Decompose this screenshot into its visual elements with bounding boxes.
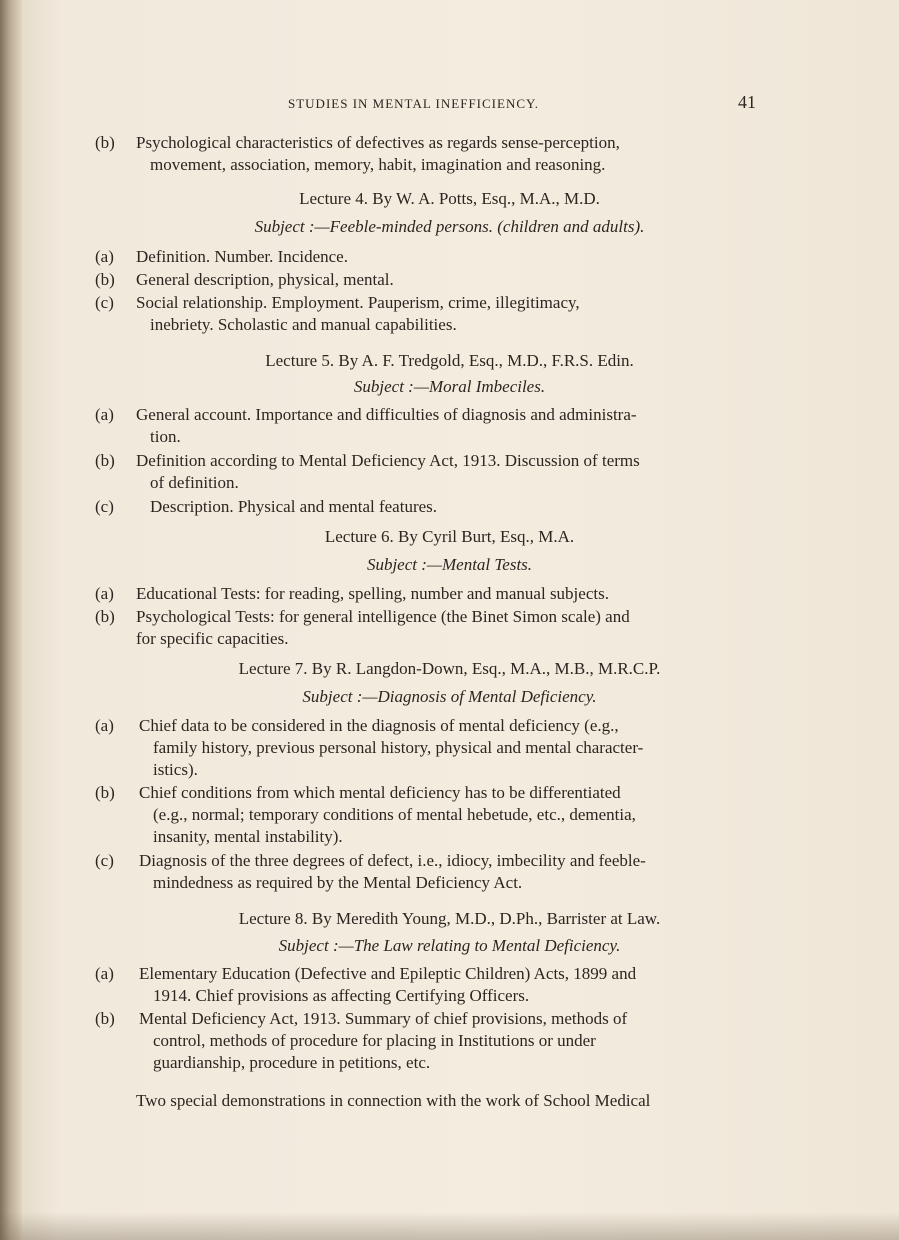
item-line: (e.g., normal; temporary conditions of mental hebetude, etc., dementia, (153, 805, 636, 824)
item-text (139, 963, 773, 1007)
item-label: (c) (95, 497, 114, 516)
running-title: STUDIES IN MENTAL INEFFICIENCY. (288, 96, 539, 111)
item-line: control, methods of procedure for placing in Institutions or under (153, 1031, 596, 1050)
item-label: (a) (95, 405, 114, 424)
item-line: family history, previous personal history, physical and mental character- (153, 738, 644, 757)
item-label: (a) (95, 247, 114, 266)
item-text (136, 269, 770, 291)
item-text (139, 1008, 773, 1074)
item-line: General description, physical, mental. (136, 270, 394, 289)
item-text (136, 404, 770, 448)
lecture-5-heading: Lecture 5. By A. F. Tredgold, Esq., M.D., F.R.S. Edin. (265, 351, 634, 370)
item-line: of definition. (150, 473, 239, 492)
lecture-8-subject: Subject :—The Law relating to Mental Deficiency. (278, 936, 621, 955)
item-text (136, 606, 770, 650)
item-line: 1914. Chief provisions as affecting Certifying Officers. (153, 986, 530, 1005)
item-label: (a) (95, 964, 114, 983)
item-label: (b) (95, 133, 115, 152)
item-label: (b) (95, 270, 115, 289)
item-line: Elementary Education (Defective and Epileptic Children) Acts, 1899 and (139, 964, 637, 983)
item-line: Definition according to Mental Deficiency Act, 1913. Discussion of terms (136, 451, 640, 470)
item-text (139, 782, 773, 848)
closing-paragraph: Two special demonstrations in connection with the work of School Medical (136, 1091, 651, 1110)
lecture-5-subject: Subject :—Moral Imbeciles. (353, 377, 546, 396)
item-line: movement, association, memory, habit, imagination and reasoning. (150, 155, 606, 174)
item-line: Definition. Number. Incidence. (136, 247, 348, 266)
item-line: Educational Tests: for reading, spelling, number and manual subjects. (136, 584, 609, 603)
item-line: Psychological characteristics of defectives as regards sense-perception, (136, 133, 620, 152)
item-line: Mental Deficiency Act, 1913. Summary of chief provisions, methods of (139, 1009, 628, 1028)
item-line: Diagnosis of the three degrees of defect, i.e., idiocy, imbecility and feeble- (139, 851, 646, 870)
item-text (139, 715, 773, 781)
item-label: (b) (95, 1009, 115, 1028)
lecture-6-heading: Lecture 6. By Cyril Burt, Esq., M.A. (324, 527, 575, 546)
item-line: mindedness as required by the Mental Deficiency Act. (153, 873, 523, 892)
item-label: (b) (95, 783, 115, 802)
page-number: 41 (738, 92, 756, 112)
item-text (136, 496, 770, 518)
item-label: (a) (95, 584, 114, 603)
item-line: Description. Physical and mental features. (150, 497, 438, 516)
item-line: Psychological Tests: for general intelligence (the Binet Simon scale) and (136, 607, 630, 626)
item-text (136, 583, 770, 605)
item-label: (b) (95, 607, 115, 626)
item-label: (c) (95, 293, 114, 312)
item-label: (a) (95, 716, 114, 735)
item-line: tion. (150, 427, 181, 446)
item-label: (c) (95, 851, 114, 870)
item-label: (b) (95, 451, 115, 470)
item-text (139, 850, 773, 894)
item-line: Chief data to be considered in the diagnosis of mental deficiency (e.g., (139, 716, 619, 735)
item-line: istics). (153, 760, 198, 779)
lecture-7-heading: Lecture 7. By R. Langdon-Down, Esq., M.A., M.B., M.R.C.P. (238, 659, 661, 678)
lecture-4-heading: Lecture 4. By W. A. Potts, Esq., M.A., M.D. (299, 189, 600, 208)
lecture-8-heading: Lecture 8. By Meredith Young, M.D., D.Ph., Barrister at Law. (238, 909, 661, 928)
item-text (136, 246, 770, 268)
item-line: Social relationship. Employment. Pauperism, crime, illegitimacy, (136, 293, 580, 312)
item-text (136, 450, 770, 494)
item-text (136, 132, 770, 176)
item-line: guardianship, procedure in petitions, etc. (153, 1053, 431, 1072)
item-text (136, 292, 770, 336)
lecture-7-subject: Subject :—Diagnosis of Mental Deficiency. (302, 687, 597, 706)
item-line: inebriety. Scholastic and manual capabilities. (150, 315, 457, 334)
book-spine-edge (0, 0, 22, 1240)
item-line: insanity, mental instability). (153, 827, 343, 846)
lecture-6-subject: Subject :—Mental Tests. (366, 555, 533, 574)
page-bottom-shadow (0, 1212, 899, 1240)
page-header (0, 92, 899, 120)
item-line: General account. Importance and difficulties of diagnosis and administra- (136, 405, 637, 424)
item-line: for specific capacities. (136, 629, 289, 648)
item-line: Chief conditions from which mental deficiency has to be differentiated (139, 783, 621, 802)
lecture-4-subject: Subject :—Feeble-minded persons. (children and adults). (254, 217, 645, 236)
